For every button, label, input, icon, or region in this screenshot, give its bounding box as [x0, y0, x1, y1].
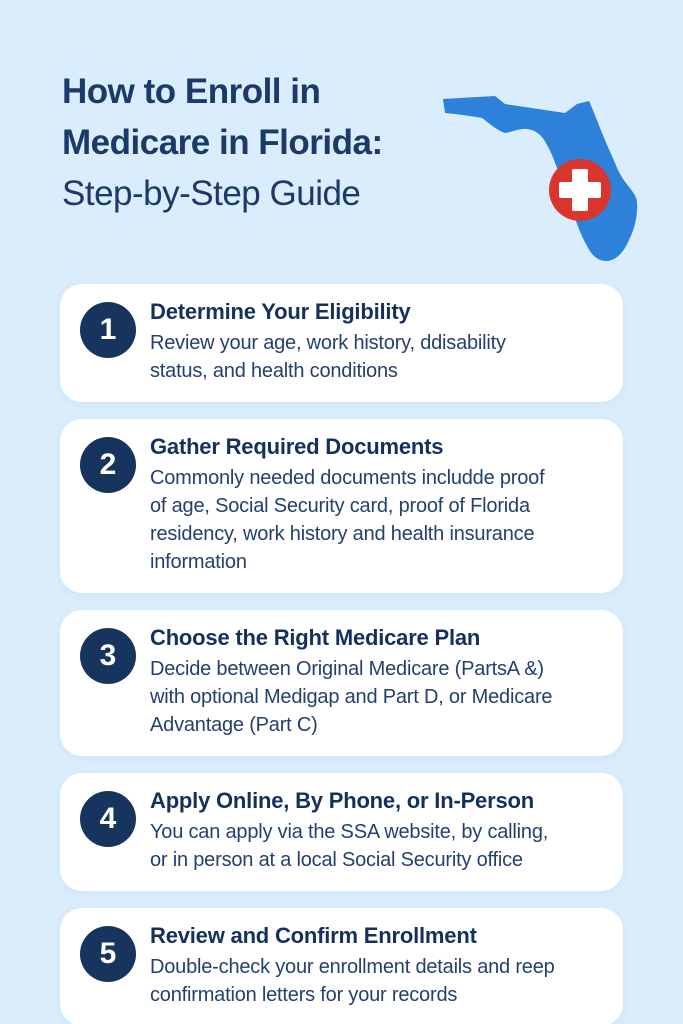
- step-description: You can apply via the SSA website, by calling, or in person at a local Social Security office: [150, 821, 549, 871]
- step-card-3: [60, 610, 623, 756]
- florida-map-icon: [425, 80, 645, 270]
- steps-list: [60, 284, 623, 1024]
- step-heading: Apply Online, By Phone, or In-Person: [150, 788, 534, 813]
- step-card-5: [60, 908, 623, 1024]
- page-title: [62, 66, 383, 219]
- step-description: Double-check your enrollment details and reep confirmation letters for your records: [150, 956, 555, 1006]
- step-heading: Gather Required Documents: [150, 434, 444, 459]
- step-description: Review your age, work history, ddisability status, and health conditions: [150, 332, 506, 382]
- step-number-badge: 3: [80, 628, 136, 684]
- step-number-badge: 5: [80, 926, 136, 982]
- step-number-badge: 2: [80, 437, 136, 493]
- step-description: Decide between Original Medicare (PartsA &) with optional Medigap and Part D, or Medicare Advantage (Part C): [150, 658, 553, 736]
- page-title-line-2: Medicare in Florida:: [62, 123, 383, 162]
- step-heading: Review and Confirm Enrollment: [150, 923, 477, 948]
- step-card-4: [60, 773, 623, 891]
- step-number-badge: 4: [80, 791, 136, 847]
- page-title-line-3: Step-by-Step Guide: [62, 174, 361, 213]
- step-card-2: [60, 419, 623, 593]
- step-card-1: [60, 284, 623, 402]
- step-description: Commonly needed documents includde proof of age, Social Security card, proof of Florida residency, work history and health insurance information: [150, 467, 545, 573]
- step-heading: Determine Your Eligibility: [150, 299, 411, 324]
- page-title-line-1: How to Enroll in: [62, 72, 321, 111]
- step-heading: Choose the Right Medicare Plan: [150, 625, 481, 650]
- step-number-badge: 1: [80, 302, 136, 358]
